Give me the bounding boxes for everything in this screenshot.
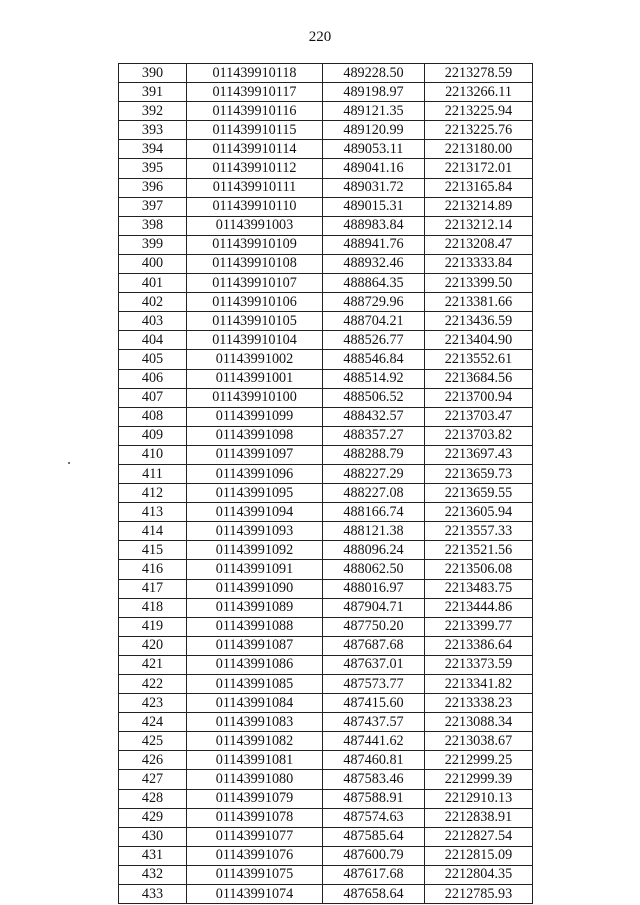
parcel-code-cell: 011439910118: [187, 64, 323, 83]
y-coordinate-cell: 2213444.86: [425, 598, 533, 617]
y-coordinate-cell: 2212785.93: [425, 885, 533, 904]
point-number-cell: 433: [119, 885, 187, 904]
coordinates-table: [118, 63, 533, 904]
table-row: [119, 751, 533, 770]
parcel-code-cell: 01143991092: [187, 541, 323, 560]
y-coordinate-cell: 2213225.76: [425, 121, 533, 140]
y-coordinate-cell: 2213038.67: [425, 732, 533, 751]
y-coordinate-cell: 2213180.00: [425, 140, 533, 159]
parcel-code-cell: 011439910109: [187, 235, 323, 254]
table-row: [119, 64, 533, 83]
x-coordinate-cell: 488514.92: [323, 369, 425, 388]
table-row: [119, 464, 533, 483]
parcel-code-cell: 011439910112: [187, 159, 323, 178]
table-row: [119, 235, 533, 254]
y-coordinate-cell: 2212999.39: [425, 770, 533, 789]
x-coordinate-cell: 488704.21: [323, 312, 425, 331]
y-coordinate-cell: 2212804.35: [425, 865, 533, 884]
x-coordinate-cell: 489228.50: [323, 64, 425, 83]
x-coordinate-cell: 488062.50: [323, 560, 425, 579]
x-coordinate-cell: 488432.57: [323, 407, 425, 426]
table-row: [119, 426, 533, 445]
parcel-code-cell: 011439910104: [187, 331, 323, 350]
point-number-cell: 393: [119, 121, 187, 140]
parcel-code-cell: 01143991084: [187, 694, 323, 713]
y-coordinate-cell: 2213214.89: [425, 197, 533, 216]
table-row: [119, 484, 533, 503]
x-coordinate-cell: 489198.97: [323, 83, 425, 102]
parcel-code-cell: 011439910106: [187, 293, 323, 312]
parcel-code-cell: 01143991075: [187, 865, 323, 884]
x-coordinate-cell: 487600.79: [323, 846, 425, 865]
parcel-code-cell: 011439910116: [187, 102, 323, 121]
y-coordinate-cell: 2213659.55: [425, 484, 533, 503]
point-number-cell: 395: [119, 159, 187, 178]
parcel-code-cell: 01143991083: [187, 713, 323, 732]
parcel-code-cell: 01143991099: [187, 407, 323, 426]
y-coordinate-cell: 2213684.56: [425, 369, 533, 388]
point-number-cell: 415: [119, 541, 187, 560]
y-coordinate-cell: 2213399.77: [425, 617, 533, 636]
point-number-cell: 404: [119, 331, 187, 350]
y-coordinate-cell: 2213333.84: [425, 254, 533, 273]
x-coordinate-cell: 487573.77: [323, 675, 425, 694]
table-row: [119, 732, 533, 751]
y-coordinate-cell: 2213341.82: [425, 675, 533, 694]
parcel-code-cell: 01143991076: [187, 846, 323, 865]
table-row: [119, 331, 533, 350]
y-coordinate-cell: 2213212.14: [425, 216, 533, 235]
point-number-cell: 418: [119, 598, 187, 617]
y-coordinate-cell: 2212999.25: [425, 751, 533, 770]
table-row: [119, 636, 533, 655]
y-coordinate-cell: 2213278.59: [425, 64, 533, 83]
x-coordinate-cell: 487460.81: [323, 751, 425, 770]
y-coordinate-cell: 2213506.08: [425, 560, 533, 579]
table-row: [119, 445, 533, 464]
table-row: [119, 369, 533, 388]
x-coordinate-cell: 488357.27: [323, 426, 425, 445]
y-coordinate-cell: 2213700.94: [425, 388, 533, 407]
table-row: [119, 216, 533, 235]
page-number: 220: [308, 29, 332, 45]
point-number-cell: 405: [119, 350, 187, 369]
table-row: [119, 312, 533, 331]
point-number-cell: 400: [119, 254, 187, 273]
x-coordinate-cell: 489053.11: [323, 140, 425, 159]
parcel-code-cell: 01143991080: [187, 770, 323, 789]
point-number-cell: 412: [119, 484, 187, 503]
x-coordinate-cell: 488166.74: [323, 503, 425, 522]
x-coordinate-cell: 487588.91: [323, 789, 425, 808]
parcel-code-cell: 01143991074: [187, 885, 323, 904]
y-coordinate-cell: 2213381.66: [425, 293, 533, 312]
x-coordinate-cell: 487585.64: [323, 827, 425, 846]
x-coordinate-cell: 487687.68: [323, 636, 425, 655]
x-coordinate-cell: 489015.31: [323, 197, 425, 216]
table-row: [119, 617, 533, 636]
point-number-cell: 399: [119, 235, 187, 254]
point-number-cell: 409: [119, 426, 187, 445]
table-row: [119, 713, 533, 732]
y-coordinate-cell: 2213703.82: [425, 426, 533, 445]
y-coordinate-cell: 2213225.94: [425, 102, 533, 121]
point-number-cell: 402: [119, 293, 187, 312]
y-coordinate-cell: 2212815.09: [425, 846, 533, 865]
x-coordinate-cell: 488016.97: [323, 579, 425, 598]
x-coordinate-cell: 488941.76: [323, 235, 425, 254]
table-row: [119, 579, 533, 598]
parcel-code-cell: 011439910117: [187, 83, 323, 102]
table-row: [119, 846, 533, 865]
x-coordinate-cell: 489121.35: [323, 102, 425, 121]
x-coordinate-cell: 487415.60: [323, 694, 425, 713]
y-coordinate-cell: 2213659.73: [425, 464, 533, 483]
y-coordinate-cell: 2213404.90: [425, 331, 533, 350]
parcel-code-cell: 01143991097: [187, 445, 323, 464]
table-row: [119, 694, 533, 713]
x-coordinate-cell: 487750.20: [323, 617, 425, 636]
table-row: [119, 159, 533, 178]
x-coordinate-cell: 487441.62: [323, 732, 425, 751]
table-row: [119, 197, 533, 216]
x-coordinate-cell: 489120.99: [323, 121, 425, 140]
parcel-code-cell: 01143991082: [187, 732, 323, 751]
parcel-code-cell: 011439910105: [187, 312, 323, 331]
x-coordinate-cell: 488864.35: [323, 274, 425, 293]
y-coordinate-cell: 2213697.43: [425, 445, 533, 464]
table-row: [119, 675, 533, 694]
parcel-code-cell: 01143991081: [187, 751, 323, 770]
table-body: [119, 64, 533, 904]
table-row: [119, 808, 533, 827]
parcel-code-cell: 01143991002: [187, 350, 323, 369]
table-row: [119, 102, 533, 121]
y-coordinate-cell: 2213483.75: [425, 579, 533, 598]
point-number-cell: 413: [119, 503, 187, 522]
y-coordinate-cell: 2213165.84: [425, 178, 533, 197]
point-number-cell: 422: [119, 675, 187, 694]
x-coordinate-cell: 488932.46: [323, 254, 425, 273]
point-number-cell: 419: [119, 617, 187, 636]
x-coordinate-cell: 487617.68: [323, 865, 425, 884]
parcel-code-cell: 011439910110: [187, 197, 323, 216]
parcel-code-cell: 01143991096: [187, 464, 323, 483]
table-row: [119, 407, 533, 426]
y-coordinate-cell: 2212910.13: [425, 789, 533, 808]
point-number-cell: 431: [119, 846, 187, 865]
point-number-cell: 396: [119, 178, 187, 197]
point-number-cell: 430: [119, 827, 187, 846]
point-number-cell: 392: [119, 102, 187, 121]
parcel-code-cell: 01143991087: [187, 636, 323, 655]
point-number-cell: 401: [119, 274, 187, 293]
point-number-cell: 417: [119, 579, 187, 598]
y-coordinate-cell: 2213605.94: [425, 503, 533, 522]
point-number-cell: 390: [119, 64, 187, 83]
x-coordinate-cell: 489041.16: [323, 159, 425, 178]
x-coordinate-cell: 488729.96: [323, 293, 425, 312]
y-coordinate-cell: 2213373.59: [425, 655, 533, 674]
table-row: [119, 140, 533, 159]
x-coordinate-cell: 488288.79: [323, 445, 425, 464]
point-number-cell: 428: [119, 789, 187, 808]
x-coordinate-cell: 487658.64: [323, 885, 425, 904]
y-coordinate-cell: 2213521.56: [425, 541, 533, 560]
y-coordinate-cell: 2213208.47: [425, 235, 533, 254]
y-coordinate-cell: 2213338.23: [425, 694, 533, 713]
point-number-cell: 429: [119, 808, 187, 827]
x-coordinate-cell: 488546.84: [323, 350, 425, 369]
x-coordinate-cell: 487583.46: [323, 770, 425, 789]
table-row: [119, 560, 533, 579]
table-row: [119, 827, 533, 846]
table-row: [119, 541, 533, 560]
point-number-cell: 425: [119, 732, 187, 751]
table-row: [119, 178, 533, 197]
x-coordinate-cell: 489031.72: [323, 178, 425, 197]
table-row: [119, 865, 533, 884]
table-row: [119, 388, 533, 407]
x-coordinate-cell: 488227.29: [323, 464, 425, 483]
parcel-code-cell: 01143991077: [187, 827, 323, 846]
y-coordinate-cell: 2213703.47: [425, 407, 533, 426]
y-coordinate-cell: 2213552.61: [425, 350, 533, 369]
x-coordinate-cell: 487904.71: [323, 598, 425, 617]
parcel-code-cell: 01143991093: [187, 522, 323, 541]
parcel-code-cell: 011439910108: [187, 254, 323, 273]
parcel-code-cell: 011439910100: [187, 388, 323, 407]
point-number-cell: 408: [119, 407, 187, 426]
x-coordinate-cell: 487574.63: [323, 808, 425, 827]
parcel-code-cell: 011439910115: [187, 121, 323, 140]
x-coordinate-cell: 488506.52: [323, 388, 425, 407]
y-coordinate-cell: 2213172.01: [425, 159, 533, 178]
point-number-cell: 391: [119, 83, 187, 102]
table-row: [119, 293, 533, 312]
table-row: [119, 350, 533, 369]
table-row: [119, 254, 533, 273]
table-row: [119, 770, 533, 789]
parcel-code-cell: 011439910111: [187, 178, 323, 197]
point-number-cell: 420: [119, 636, 187, 655]
table-row: [119, 655, 533, 674]
table-row: [119, 274, 533, 293]
table-row: [119, 121, 533, 140]
x-coordinate-cell: 488096.24: [323, 541, 425, 560]
point-number-cell: 421: [119, 655, 187, 674]
point-number-cell: 398: [119, 216, 187, 235]
point-number-cell: 423: [119, 694, 187, 713]
parcel-code-cell: 01143991098: [187, 426, 323, 445]
point-number-cell: 394: [119, 140, 187, 159]
y-coordinate-cell: 2213088.34: [425, 713, 533, 732]
point-number-cell: 416: [119, 560, 187, 579]
x-coordinate-cell: 488983.84: [323, 216, 425, 235]
y-coordinate-cell: 2213399.50: [425, 274, 533, 293]
point-number-cell: 407: [119, 388, 187, 407]
x-coordinate-cell: 487437.57: [323, 713, 425, 732]
point-number-cell: 414: [119, 522, 187, 541]
y-coordinate-cell: 2212827.54: [425, 827, 533, 846]
y-coordinate-cell: 2213386.64: [425, 636, 533, 655]
scan-speck: [68, 462, 70, 464]
x-coordinate-cell: 488227.08: [323, 484, 425, 503]
parcel-code-cell: 01143991086: [187, 655, 323, 674]
parcel-code-cell: 01143991088: [187, 617, 323, 636]
parcel-code-cell: 011439910114: [187, 140, 323, 159]
parcel-code-cell: 01143991095: [187, 484, 323, 503]
parcel-code-cell: 01143991079: [187, 789, 323, 808]
point-number-cell: 406: [119, 369, 187, 388]
y-coordinate-cell: 2213436.59: [425, 312, 533, 331]
y-coordinate-cell: 2213266.11: [425, 83, 533, 102]
y-coordinate-cell: 2212838.91: [425, 808, 533, 827]
table-row: [119, 598, 533, 617]
parcel-code-cell: 01143991089: [187, 598, 323, 617]
point-number-cell: 432: [119, 865, 187, 884]
parcel-code-cell: 01143991003: [187, 216, 323, 235]
point-number-cell: 397: [119, 197, 187, 216]
x-coordinate-cell: 488121.38: [323, 522, 425, 541]
parcel-code-cell: 01143991078: [187, 808, 323, 827]
table-row: [119, 503, 533, 522]
point-number-cell: 410: [119, 445, 187, 464]
point-number-cell: 403: [119, 312, 187, 331]
parcel-code-cell: 01143991090: [187, 579, 323, 598]
table-row: [119, 522, 533, 541]
table-row: [119, 83, 533, 102]
point-number-cell: 411: [119, 464, 187, 483]
y-coordinate-cell: 2213557.33: [425, 522, 533, 541]
parcel-code-cell: 011439910107: [187, 274, 323, 293]
parcel-code-cell: 01143991094: [187, 503, 323, 522]
parcel-code-cell: 01143991001: [187, 369, 323, 388]
x-coordinate-cell: 487637.01: [323, 655, 425, 674]
point-number-cell: 427: [119, 770, 187, 789]
parcel-code-cell: 01143991091: [187, 560, 323, 579]
parcel-code-cell: 01143991085: [187, 675, 323, 694]
point-number-cell: 426: [119, 751, 187, 770]
table-row: [119, 789, 533, 808]
table-row: [119, 885, 533, 904]
point-number-cell: 424: [119, 713, 187, 732]
x-coordinate-cell: 488526.77: [323, 331, 425, 350]
